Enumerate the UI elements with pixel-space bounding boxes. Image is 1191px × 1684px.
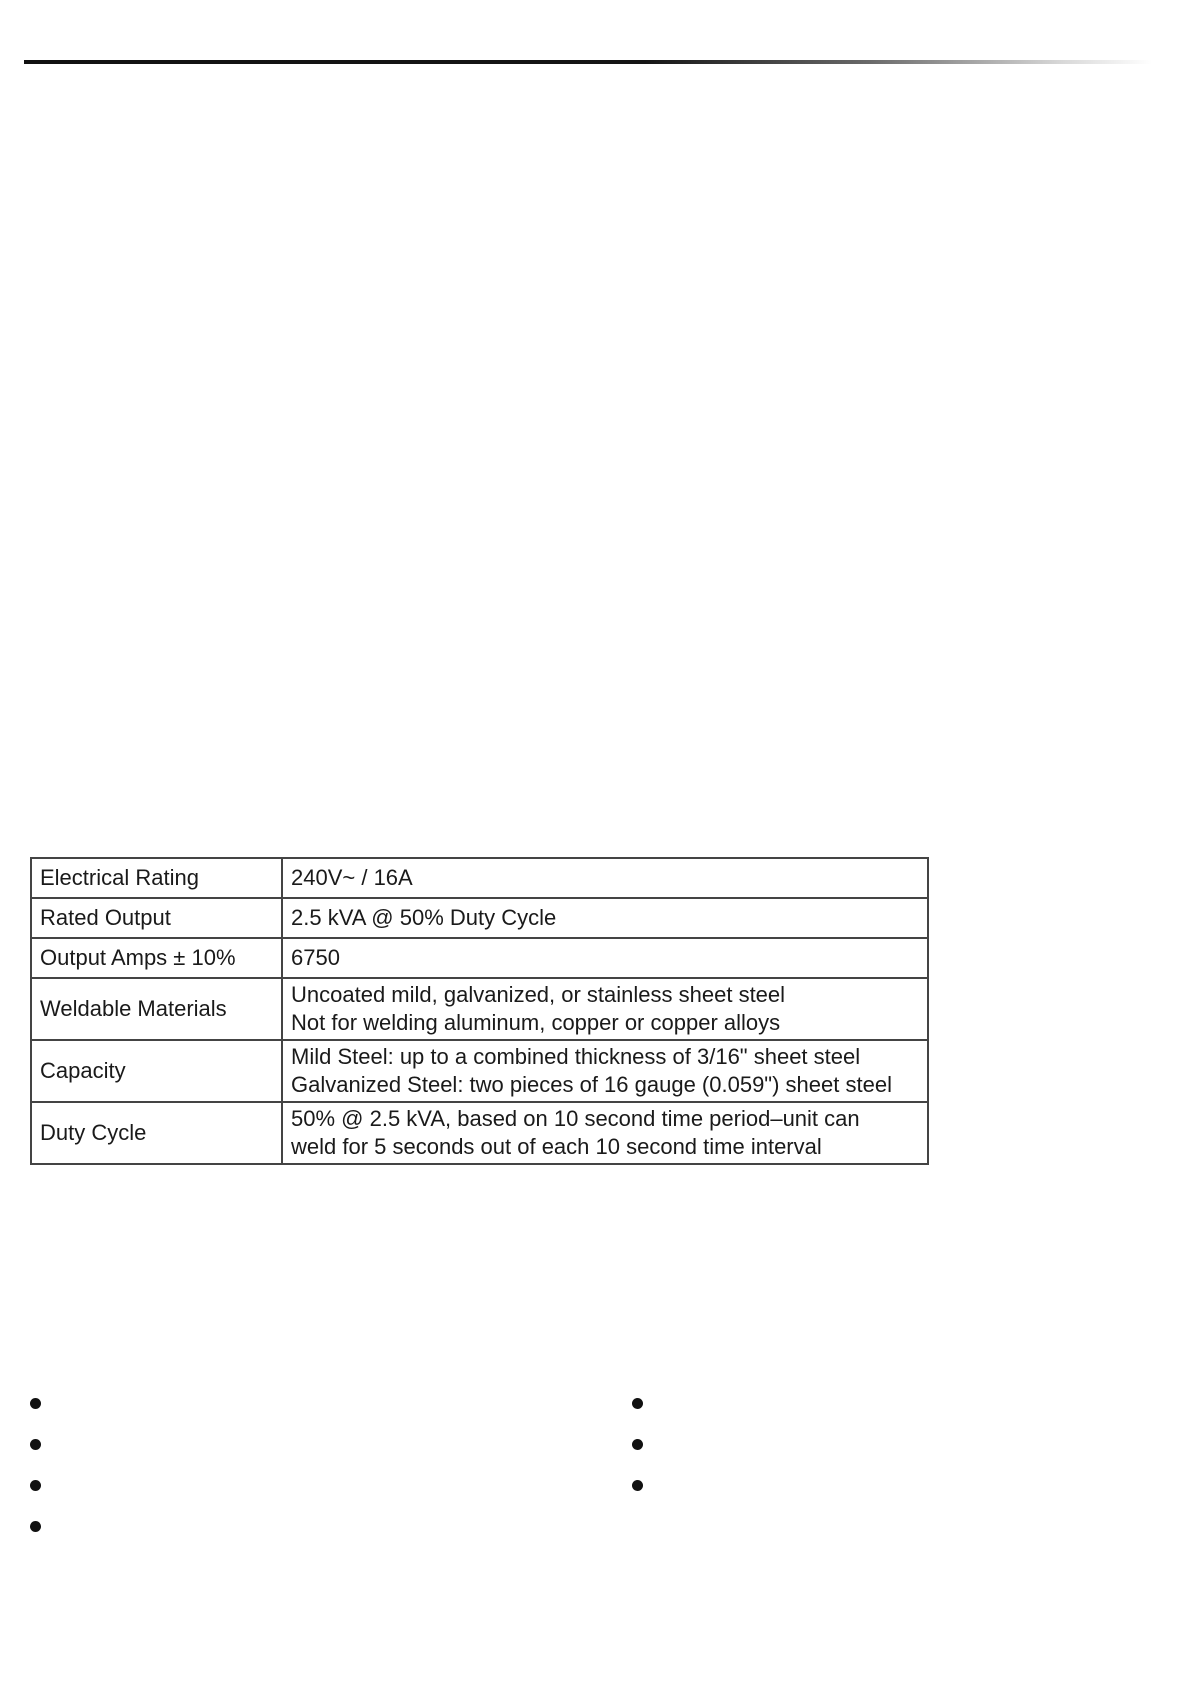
spec-value-line: 240V~ / 16A	[291, 865, 413, 890]
spec-value	[282, 938, 928, 978]
bullet-dot-icon	[632, 1480, 643, 1491]
spec-value-line: 50% @ 2.5 kVA, based on 10 second time period–unit can	[291, 1106, 860, 1131]
spec-value-line: 6750	[291, 945, 340, 970]
table-row	[31, 1040, 928, 1102]
spec-value	[282, 1040, 928, 1102]
bullet-dot-icon	[30, 1480, 41, 1491]
bullet-dot-icon	[30, 1398, 41, 1409]
spec-label: Electrical Rating	[31, 858, 282, 898]
spec-value-line: Uncoated mild, galvanized, or stainless sheet steel	[291, 982, 786, 1007]
bullet-dot-icon	[30, 1521, 41, 1532]
table-row	[31, 1102, 928, 1164]
spec-value-line: Mild Steel: up to a combined thickness of 3/16" sheet steel	[291, 1044, 861, 1069]
bullet-dot-icon	[632, 1398, 643, 1409]
spec-value	[282, 858, 928, 898]
table-row	[31, 978, 928, 1040]
table-row	[31, 938, 928, 978]
spec-value-line: 2.5 kVA @ 50% Duty Cycle	[291, 905, 557, 930]
table-row	[31, 898, 928, 938]
spec-value	[282, 1102, 928, 1164]
spec-value-line: Not for welding aluminum, copper or copper alloys	[291, 1010, 781, 1035]
spec-value	[282, 978, 928, 1040]
spec-value	[282, 898, 928, 938]
table-row	[31, 858, 928, 898]
bullet-dot-icon	[30, 1439, 41, 1450]
spec-value-line: weld for 5 seconds out of each 10 second time interval	[291, 1134, 822, 1159]
spec-value-line: Galvanized Steel: two pieces of 16 gauge (0.059") sheet steel	[291, 1072, 892, 1097]
spec-label: Capacity	[31, 1040, 282, 1102]
spec-label: Weldable Materials	[31, 978, 282, 1040]
bullet-dot-icon	[632, 1439, 643, 1450]
spec-label: Duty Cycle	[31, 1102, 282, 1164]
specifications-table	[30, 857, 929, 1165]
spec-label: Output Amps ± 10%	[31, 938, 282, 978]
header-rule	[24, 60, 1152, 64]
spec-label: Rated Output	[31, 898, 282, 938]
